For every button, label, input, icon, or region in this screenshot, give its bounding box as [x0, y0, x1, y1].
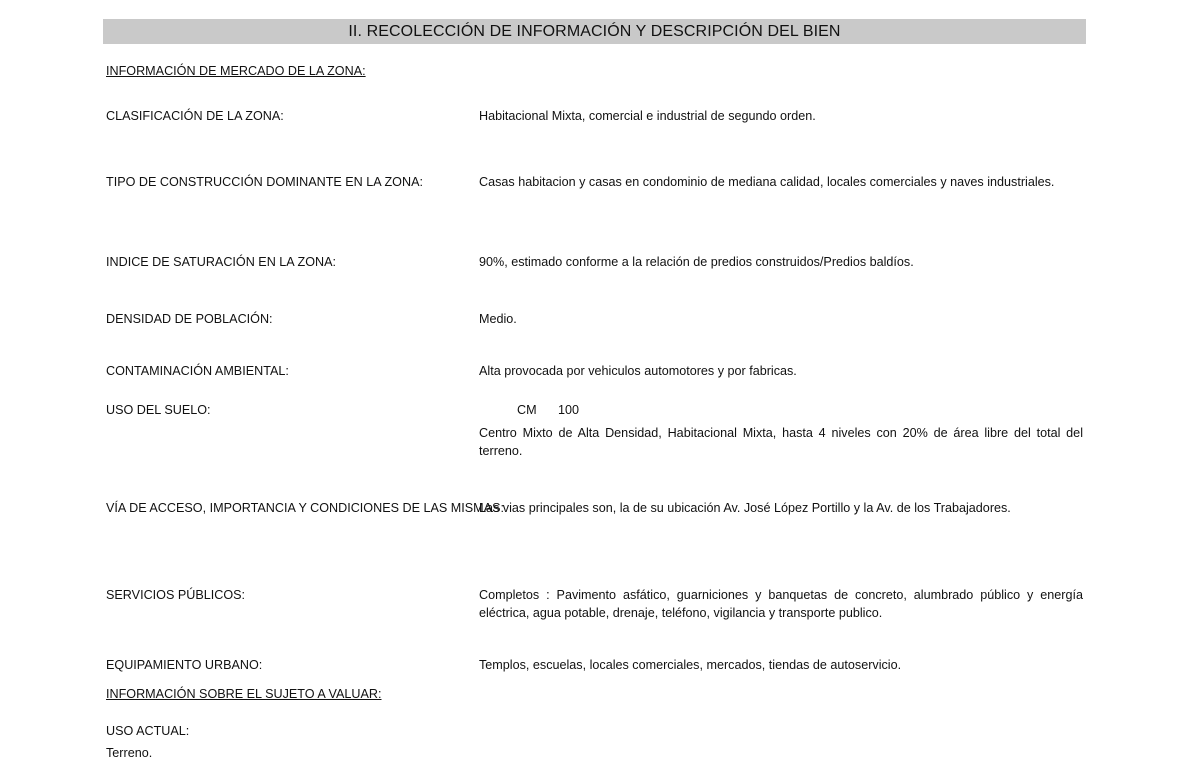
- equipamiento-label: EQUIPAMIENTO URBANO:: [106, 658, 263, 672]
- uso-suelo-number: 100: [558, 403, 580, 417]
- tipo-construccion-label: TIPO DE CONSTRUCCIÓN DOMINANTE EN LA ZONA:: [106, 175, 423, 189]
- saturacion-label: INDICE DE SATURACIÓN EN LA ZONA:: [106, 255, 336, 269]
- densidad-label: DENSIDAD DE POBLACIÓN:: [106, 312, 273, 326]
- saturacion-value: 90%, estimado conforme a la relación de predios construidos/Predios baldíos.: [479, 255, 914, 269]
- uso-suelo-value: Centro Mixto de Alta Densidad, Habitacional Mixta, hasta 4 niveles con 20% de área libre del total del terreno.: [479, 426, 1083, 458]
- servicios-label: SERVICIOS PÚBLICOS:: [106, 588, 246, 602]
- tipo-construccion-value: Casas habitacion y casas en condominio de mediana calidad, locales comerciales y naves industriales.: [479, 175, 1055, 189]
- uso-suelo-code: CM: [517, 403, 537, 417]
- section-title: II. RECOLECCIÓN DE INFORMACIÓN Y DESCRIPCIÓN DEL BIEN: [348, 22, 841, 40]
- clasificacion-label: CLASIFICACIÓN DE LA ZONA:: [106, 109, 284, 123]
- section-title-bar: [103, 19, 1086, 44]
- equipamiento-value: Templos, escuelas, locales comerciales, mercados, tiendas de autoservicio.: [479, 658, 902, 672]
- via-acceso-value: Las vias principales son, la de su ubicación Av. José López Portillo y la Av. de los Trabajadores.: [479, 501, 1011, 515]
- clasificacion-value: Habitacional Mixta, comercial e industrial de segundo orden.: [479, 109, 816, 123]
- via-acceso-label: VÍA DE ACCESO, IMPORTANCIA Y CONDICIONES DE LAS MISMAS:: [106, 501, 504, 515]
- uso-actual-value: Terreno.: [106, 746, 153, 760]
- servicios-value: Completos : Pavimento asfático, guarniciones y banquetas de concreto, alumbrado público y energía eléctrica, agua potable, drenaje, teléfono, vigilancia y transporte publico.: [479, 588, 1083, 620]
- uso-actual-label: USO ACTUAL:: [106, 724, 190, 738]
- subject-info-heading: INFORMACIÓN SOBRE EL SUJETO A VALUAR:: [106, 687, 382, 701]
- uso-suelo-label: USO DEL SUELO:: [106, 403, 211, 417]
- market-info-heading: INFORMACIÓN DE MERCADO DE LA ZONA:: [106, 64, 366, 78]
- contaminacion-value: Alta provocada por vehiculos automotores y por fabricas.: [479, 364, 797, 378]
- contaminacion-label: CONTAMINACIÓN AMBIENTAL:: [106, 364, 289, 378]
- densidad-value: Medio.: [479, 312, 517, 326]
